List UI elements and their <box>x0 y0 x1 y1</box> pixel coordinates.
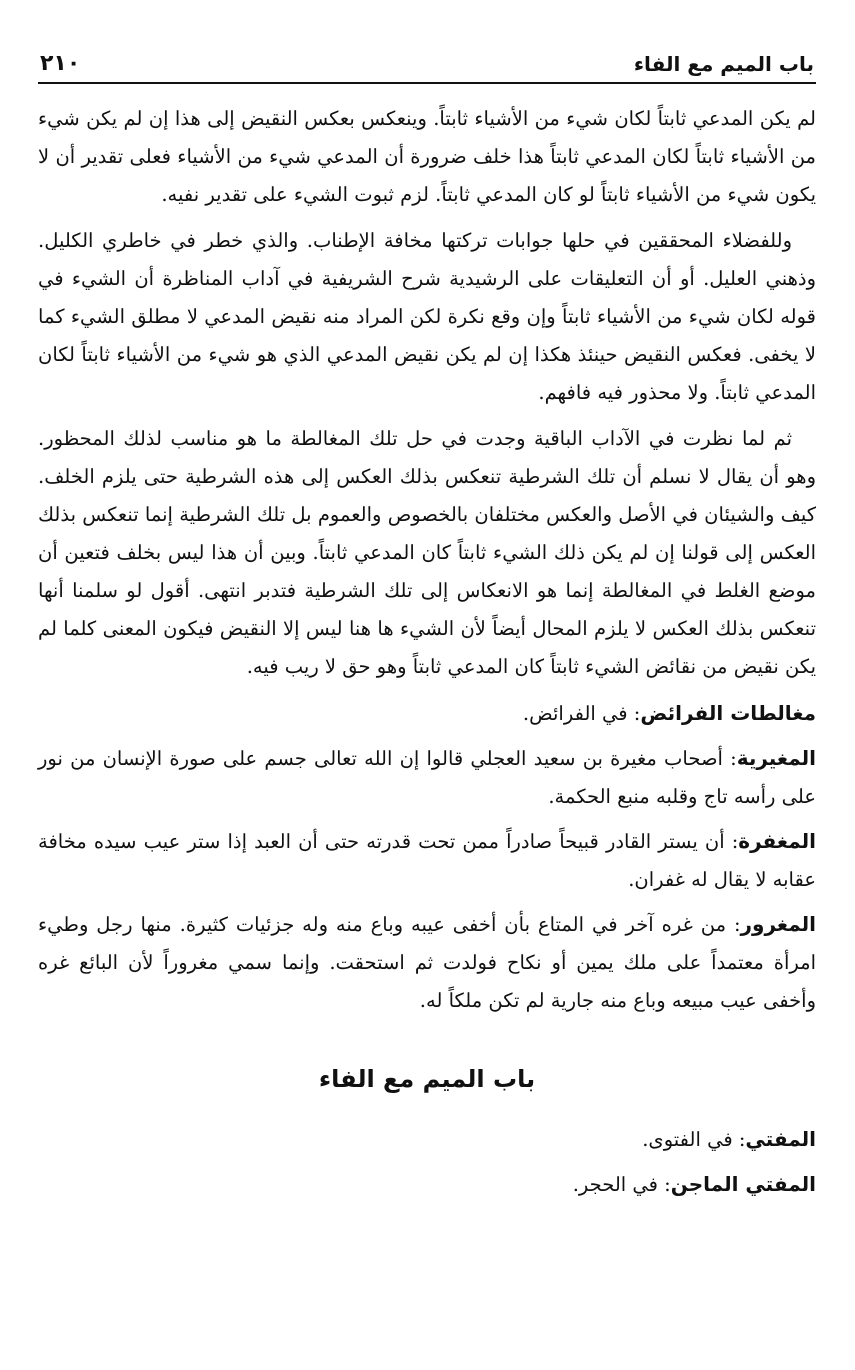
glossary-entry <box>38 1120 816 1159</box>
entry-definition: : أن يستر القادر قبيحاً صادراً ممن تحت قدرته حتى أن العبد إذا ستر عيب سيده مخافة عقابه لا يقال له غفران. <box>38 830 816 891</box>
page-body <box>38 100 816 1204</box>
glossary-entry <box>38 1165 816 1204</box>
entry-definition: : في الحجر. <box>572 1173 671 1196</box>
paragraph: وللفضلاء المحققين في حلها جوابات تركتها مخافة الإطناب. والذي خطر في خاطري الكليل. وذهني العليل. أو أن التعليقات على الرشيدية شرح الشريفية في آداب المناظرة أن الشيء في قوله لكان شيء من الأشياء ثابتاً وإن وقع نكرة لكن المراد منه نقيض المدعي لا مطلق الشيء كما لا يخفى. فعكس النقيض حينئذ هكذا إن لم يكن نقيض المدعي الذي هو شيء من الأشياء ثابتاً لكان المدعي ثابتاً. ولا محذور فيه فافهم. <box>38 229 817 404</box>
entry-definition: : في الفرائض. <box>522 702 641 725</box>
entry-definition: : في الفتوى. <box>642 1128 746 1151</box>
running-title: باب الميم مع الفاء <box>633 52 814 76</box>
entry-definition: : أصحاب مغيرة بن سعيد العجلي قالوا إن الله تعالى جسم على صورة الإنسان من نور على رأسه تاج وقلبه منبع الحكمة. <box>38 747 816 808</box>
glossary-entry <box>38 694 816 733</box>
entry-definition: : من غره آخر في المتاع بأن أخفى عيبه وباع منه وله جزئيات كثيرة. منها رجل وطيء امرأة معتمداً على ملك يمين أو نكاح فولدت ثم استحقت. وإنما سمي مغروراً لأن البائع غره وأخفى عيب مبيعه وباع منه جارية لم تكن ملكاً له. <box>38 913 816 1012</box>
section-heading: باب الميم مع الفاء <box>318 1065 536 1093</box>
paragraph: ثم لما نظرت في الآداب الباقية وجدت في حل تلك المغالطة ما هو مناسب لذلك المحظور. وهو أن يقال لا نسلم أن تلك الشرطية تنعكس بذلك العكس إلى هذه الشرطية حتى يلزم الخلف. كيف والشيئان في الأصل والعكس مختلفان بالخصوص والعموم بل تلك الشرطية إنما تنعكس بذلك العكس إلى قولنا إن لم يكن ذلك الشيء ثابتاً كان المدعي ثابتاً. وبين أن هذا ليس بخلف فتعين أن موضع الغلط في المغالطة إنما هو الانعكاس إلى تلك الشرطية فتدبر انتهى. أقول لو سلمنا أنها تنعكس بذلك العكس لا يلزم المحال أيضاً لأن الشيء ها هنا ليس إلا النقيض فيكون المعنى كلما لم يكن نقيض من نقائض الشيء ثابتاً كان المدعي ثابتاً وهو حق لا ريب فيه. <box>38 427 816 678</box>
glossary-entry <box>38 822 816 899</box>
entry-term: المغفرة <box>738 829 816 853</box>
entry-term: مغالطات الفرائض <box>640 701 816 725</box>
running-header <box>38 42 816 84</box>
book-page <box>38 42 816 1210</box>
glossary-entry <box>38 739 816 816</box>
entry-term: المغيرية <box>736 746 816 770</box>
glossary-entry <box>38 905 816 1020</box>
page-number: ٢١٠ <box>40 51 81 76</box>
entry-term: المغرور <box>740 912 816 936</box>
entry-term: المفتي <box>745 1127 816 1151</box>
paragraph: لم يكن المدعي ثابتاً لكان شيء من الأشياء ثابتاً. وينعكس بعكس النقيض إلى هذا إن لم يكن شيء من الأشياء ثابتاً لكان المدعي ثابتاً هذا خلف ضرورة أن المدعي شيء من الأشياء فعلى تقدير أن لا يكون شيء من الأشياء ثابتاً لو كان المدعي ثابتاً. لزم ثبوت الشيء على تقدير نفيه. <box>38 107 816 206</box>
entry-term: المفتي الماجن <box>670 1172 816 1196</box>
